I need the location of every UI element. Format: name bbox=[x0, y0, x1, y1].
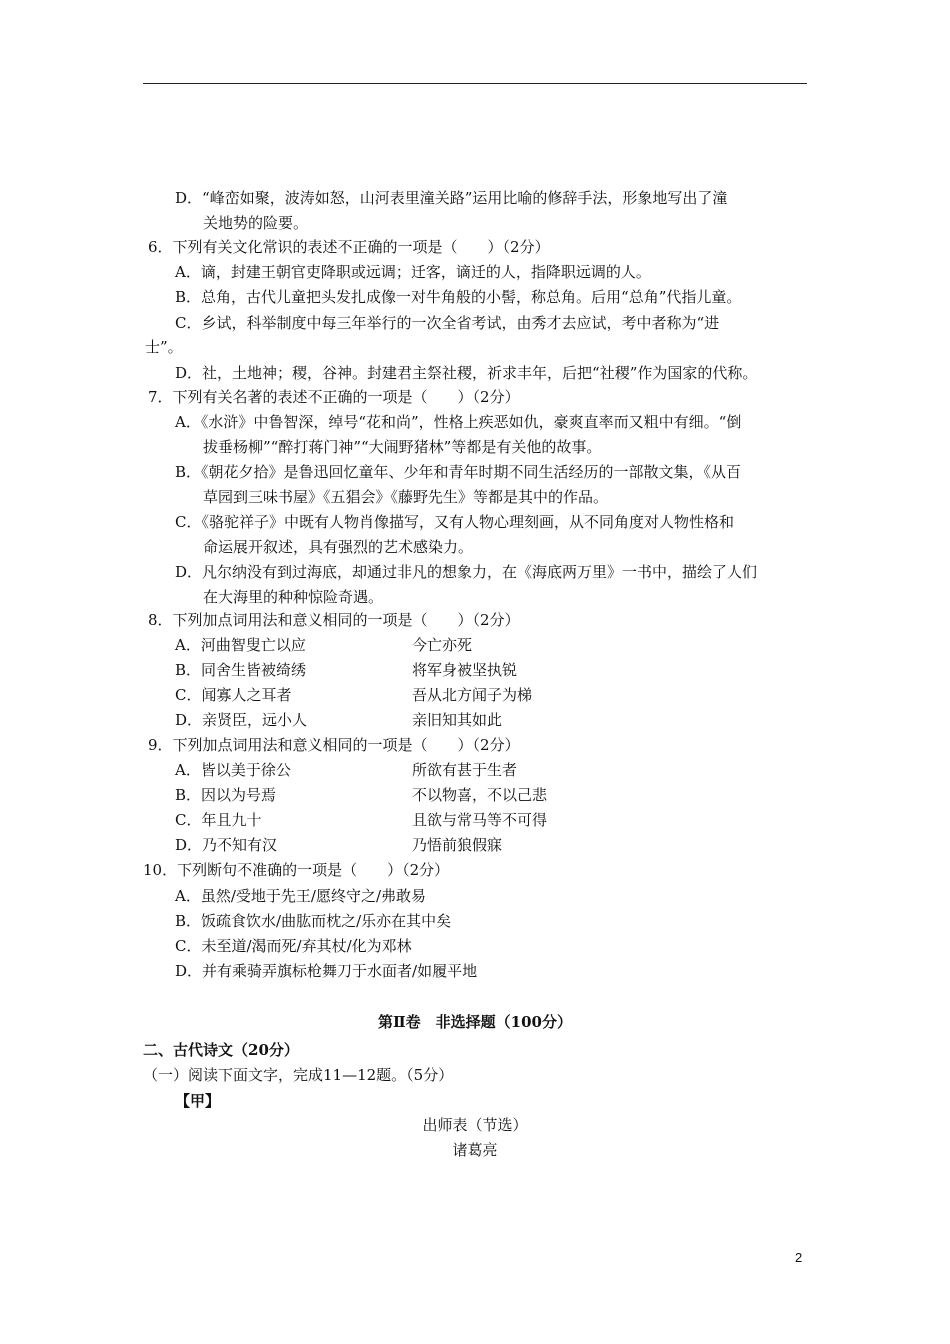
passage-label-jia: 【甲】 bbox=[175, 1092, 221, 1110]
q7-option-c-line2: 命运展开叙述，具有强烈的艺术感染力。 bbox=[203, 538, 474, 556]
q6-option-b: B．总角，古代儿童把头发扎成像一对牛角般的小髻，称总角。后用“总角”代指儿童。 bbox=[175, 288, 742, 306]
q8-option-b: B．同舍生皆被绮绣 bbox=[175, 661, 307, 679]
q9-option-b: B．因以为号焉 bbox=[175, 786, 277, 804]
q10-option-c: C．未至道/渴而死/弃其杖/化为邓林 bbox=[175, 937, 412, 955]
q6-option-a: A．谪，封建王朝官吏降职或远调；迁客，谪迁的人，指降职远调的人。 bbox=[175, 263, 651, 281]
q5-option-d-line2: 关地势的险要。 bbox=[203, 214, 309, 232]
q8-option-d-compare: 亲旧知其如此 bbox=[412, 711, 503, 729]
part2-title: 第Ⅱ卷 非选择题（100分） bbox=[378, 1013, 572, 1031]
q9-option-a: A．皆以美于徐公 bbox=[175, 761, 291, 779]
q7-option-b-line2: 草园到三味书屋》《五猖会》《藤野先生》等都是其中的作品。 bbox=[203, 488, 609, 506]
passage-author: 诸葛亮 bbox=[452, 1141, 498, 1159]
q7-stem: 7．下列有关名著的表述不正确的一项是（ ）（2分） bbox=[148, 388, 520, 406]
q9-option-b-compare: 不以物喜，不以己悲 bbox=[412, 786, 548, 804]
q8-option-c: C．闻寡人之耳者 bbox=[175, 686, 292, 704]
q10-option-d: D．并有乘骑弄旗标枪舞刀于水面者/如履平地 bbox=[175, 962, 478, 980]
q7-option-a-line1: A．《水浒》中鲁智深，绰号“花和尚”，性格上疾恶如仇，豪爽直率而又粗中有细。“倒 bbox=[175, 413, 742, 431]
q8-option-a: A．河曲智叟亡以应 bbox=[175, 636, 306, 654]
header-rule bbox=[143, 83, 807, 84]
q8-option-d: D．亲贤臣，远小人 bbox=[175, 711, 308, 729]
q7-option-d-line2: 在大海里的种种惊险奇遇。 bbox=[203, 588, 384, 606]
q7-option-c-line1: C．《骆驼祥子》中既有人物肖像描写，又有人物心理刻画，从不同角度对人物性格和 bbox=[175, 513, 734, 531]
q9-option-d-compare: 乃悟前狼假寐 bbox=[412, 836, 503, 854]
passage-title: 出师表（节选） bbox=[422, 1116, 528, 1134]
q10-option-a: A．虽然/受地于先王/愿终守之/弗敢易 bbox=[175, 887, 426, 905]
section-heading: 二、古代诗文（20分） bbox=[143, 1041, 299, 1059]
q9-stem: 9．下列加点词用法和意义相同的一项是（ ）（2分） bbox=[148, 736, 520, 754]
q9-option-c: C．年且九十 bbox=[175, 811, 262, 829]
q8-option-a-compare: 今亡亦死 bbox=[412, 636, 473, 654]
q9-option-c-compare: 且欲与常马等不可得 bbox=[412, 811, 548, 829]
q8-option-b-compare: 将军身被坚执锐 bbox=[412, 661, 518, 679]
page-number: 2 bbox=[795, 1250, 803, 1265]
q9-option-d: D．乃不知有汉 bbox=[175, 836, 278, 854]
q8-option-c-compare: 吾从北方闻子为梯 bbox=[412, 686, 533, 704]
subsection-instruction: （一）阅读下面文字，完成11—12题。（5分） bbox=[143, 1066, 454, 1084]
q6-stem: 6．下列有关文化常识的表述不正确的一项是（ ）（2分） bbox=[148, 238, 550, 256]
q7-option-b-line1: B．《朝花夕拾》是鲁迅回忆童年、少年和青年时期不同生活经历的一部散文集，《从百 bbox=[175, 463, 742, 481]
q6-option-c-line1: C．乡试，科举制度中每三年举行的一次全省考试，由秀才去应试，考中者称为“进 bbox=[175, 314, 720, 332]
q6-option-d: D．社，土地神；稷，谷神。封建君主祭社稷，祈求丰年，后把“社稷”作为国家的代称。 bbox=[175, 364, 758, 382]
q6-option-c-line2: 士”。 bbox=[145, 338, 183, 356]
q7-option-a-line2: 拔垂杨柳”“醉打蒋门神”“大闹野猪林”等都是有关他的故事。 bbox=[203, 438, 602, 456]
q10-stem: 10．下列断句不准确的一项是（ ）（2分） bbox=[143, 861, 450, 879]
q7-option-d-line1: D．凡尔纳没有到过海底，却通过非凡的想象力，在《海底两万里》一书中，描绘了人们 bbox=[175, 563, 758, 581]
q8-stem: 8．下列加点词用法和意义相同的一项是（ ）（2分） bbox=[148, 611, 520, 629]
q5-option-d-line1: D．“峰峦如聚，波涛如怒，山河表里潼关路”运用比喻的修辞手法，形象地写出了潼 bbox=[175, 189, 728, 207]
q10-option-b: B．饭疏食饮水/曲肱而枕之/乐亦在其中矣 bbox=[175, 912, 452, 930]
q9-option-a-compare: 所欲有甚于生者 bbox=[412, 761, 518, 779]
